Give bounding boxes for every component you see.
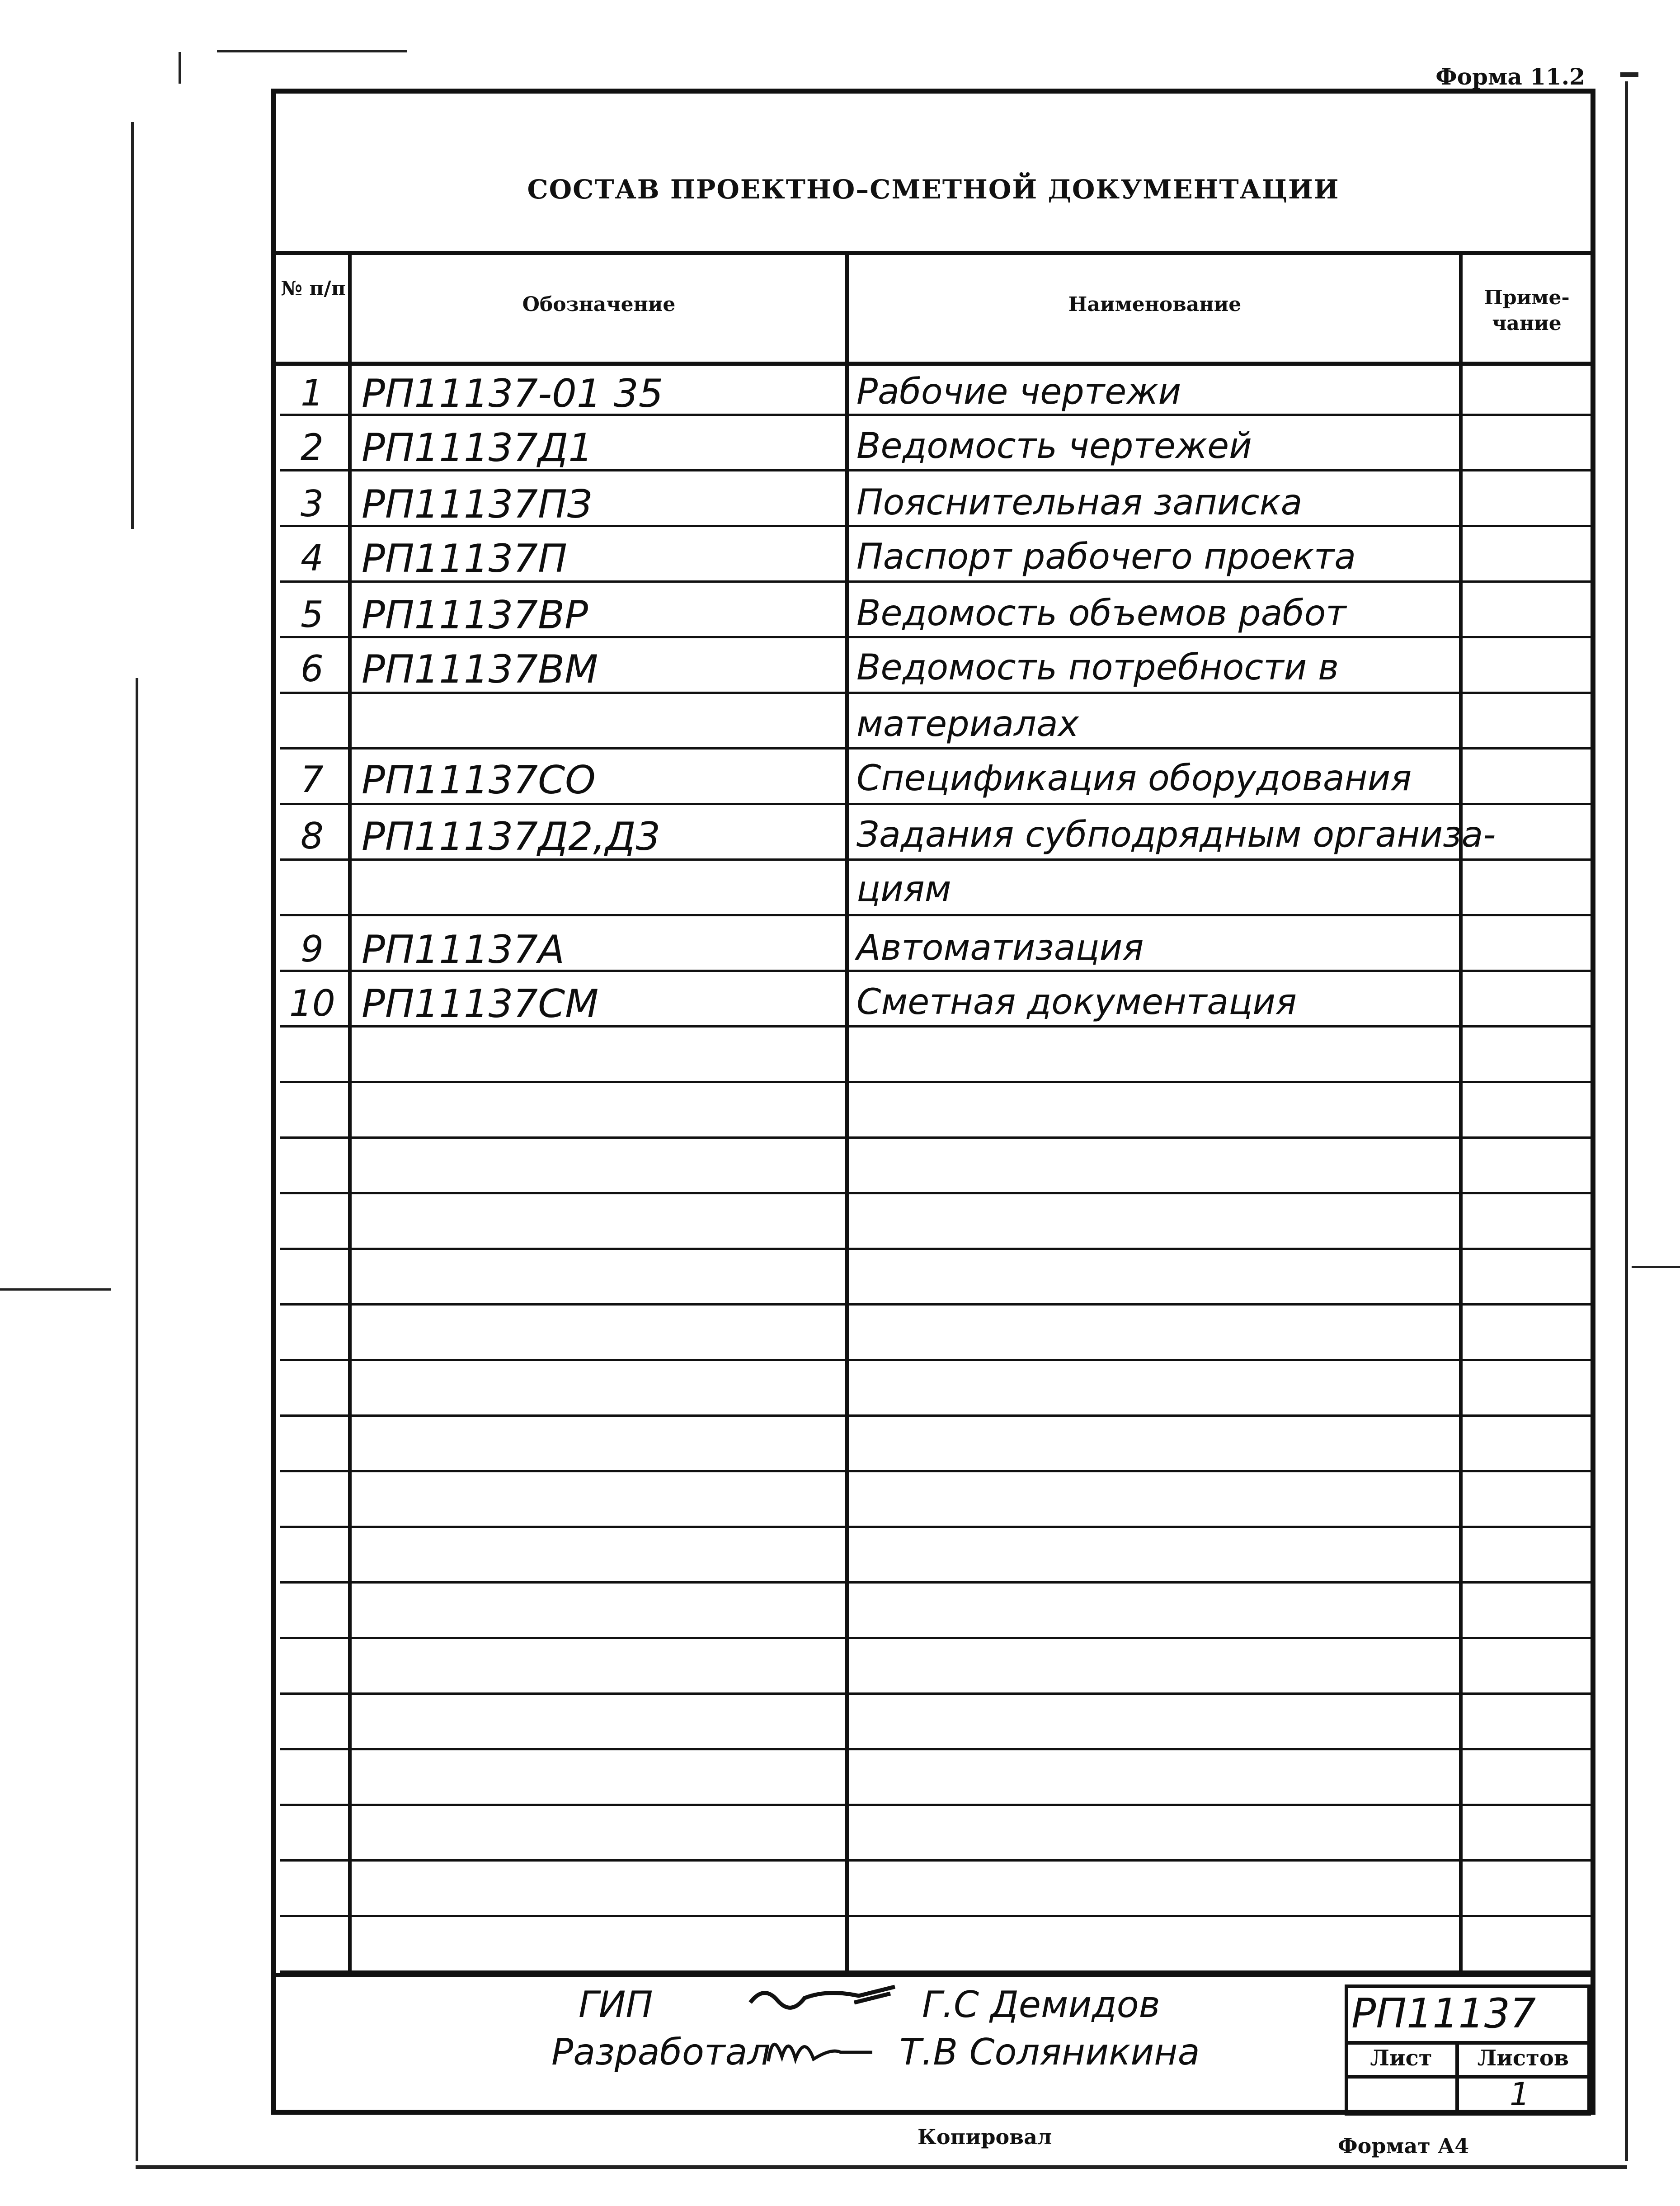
table-row-line: [280, 1359, 1591, 1361]
column-header-note: Приме-чание: [1484, 286, 1570, 335]
row-name: Ведомость чертежей: [856, 426, 1252, 467]
row-number: 10: [289, 982, 335, 1024]
document-title: СОСТАВ ПРОЕКТНО–СМЕТНОЙ ДОКУМЕНТАЦИИ: [527, 174, 1340, 205]
table-row-line: [280, 1581, 1591, 1584]
stamp-code: РП11137: [1351, 1990, 1536, 2037]
header-divider: [271, 362, 1595, 366]
table-row-line: [280, 1470, 1591, 1472]
table-row-line: [280, 1637, 1591, 1639]
row-designation: РП11137Д2,Д3: [362, 814, 661, 859]
row-name: материалах: [856, 704, 1079, 745]
format-label: Формат А4: [1338, 2134, 1469, 2158]
column-divider: [348, 251, 352, 1975]
scan-mark: [1632, 1266, 1680, 1268]
form-label: Форма 11.2: [1435, 63, 1585, 90]
table-row-line: [280, 1081, 1591, 1083]
stamp-divider: [1345, 2075, 1591, 2079]
scan-mark: [131, 122, 134, 529]
gip-signature: [746, 1980, 899, 2016]
title-divider: [271, 251, 1595, 255]
row-number: 9: [301, 928, 324, 970]
row-number: 3: [301, 483, 324, 525]
row-designation: РП11137ВМ: [362, 647, 598, 692]
column-header-designation: Обозначение: [522, 293, 676, 316]
gip-name: Г.С Демидов: [922, 1984, 1160, 2026]
row-designation: РП11137СМ: [362, 981, 599, 1027]
table-row-line: [280, 1414, 1591, 1417]
row-designation: РП11137ВР: [362, 593, 588, 638]
developer-signature: [764, 2021, 877, 2075]
row-designation: РП11137П: [362, 536, 567, 581]
row-name: Сметная документация: [856, 982, 1297, 1023]
table-row-line: [280, 1748, 1591, 1750]
row-number: 1: [301, 372, 324, 414]
row-number: 2: [301, 426, 324, 468]
row-name: Пояснительная записка: [856, 482, 1303, 523]
table-row-line: [280, 1804, 1591, 1806]
copied-label: Копировал: [918, 2125, 1052, 2149]
stamp-sheet-label: Лист: [1370, 2046, 1432, 2071]
table-row-line: [280, 1248, 1591, 1250]
scan-mark: [179, 52, 181, 84]
table-row-line: [280, 803, 1591, 805]
row-number: 5: [301, 594, 324, 636]
table-row-line: [280, 1692, 1591, 1695]
table-row-line: [280, 1915, 1591, 1917]
table-row-line: [280, 1970, 1591, 1973]
developer-name: Т.В Соляникина: [899, 2031, 1200, 2073]
table-row-line: [280, 1136, 1591, 1139]
table-row-line: [280, 1526, 1591, 1528]
row-designation: РП11137-01 35: [362, 371, 664, 416]
row-number: 8: [301, 815, 324, 857]
row-name: Автоматизация: [856, 928, 1144, 968]
row-number: 6: [301, 648, 324, 690]
column-header-num: № п/п: [281, 277, 346, 300]
row-name: циям: [856, 869, 951, 910]
column-header-name: Наименование: [1068, 293, 1242, 316]
row-name: Спецификация оборудования: [856, 758, 1412, 799]
column-divider: [1459, 251, 1463, 1975]
row-designation: РП11137СО: [362, 758, 596, 803]
scan-mark: [1620, 72, 1638, 77]
table-row-line: [280, 1303, 1591, 1306]
row-designation: РП11137ПЗ: [362, 482, 592, 527]
stamp-divider: [1345, 2041, 1591, 2045]
scan-mark: [217, 50, 407, 52]
row-name: Ведомость объемов работ: [856, 593, 1346, 634]
table-row-line: [280, 1859, 1591, 1862]
developer-label: Разработал: [551, 2031, 771, 2073]
row-designation: РП11137А: [362, 927, 565, 972]
scan-mark: [0, 1288, 111, 1291]
signature-divider: [271, 1973, 1595, 1977]
column-divider: [845, 251, 849, 1975]
stamp-sheets-value: 1: [1510, 2076, 1530, 2113]
row-name: Паспорт рабочего проекта: [856, 537, 1356, 577]
gip-label: ГИП: [579, 1984, 653, 2026]
table-row-line: [280, 1192, 1591, 1194]
row-number: 4: [301, 537, 324, 579]
row-name: Рабочие чертежи: [856, 372, 1181, 412]
scan-mark: [1625, 81, 1628, 2161]
stamp-sheets-label: Листов: [1477, 2046, 1569, 2071]
table-row-line: [280, 914, 1591, 916]
table-row-line: [280, 747, 1591, 749]
scan-mark: [136, 678, 138, 2161]
row-number: 7: [301, 759, 324, 801]
row-designation: РП11137Д1: [362, 425, 593, 471]
scan-mark: [136, 2165, 1627, 2169]
row-name: Задания субподрядным организа-: [856, 815, 1496, 855]
row-name: Ведомость потребности в: [856, 647, 1339, 688]
